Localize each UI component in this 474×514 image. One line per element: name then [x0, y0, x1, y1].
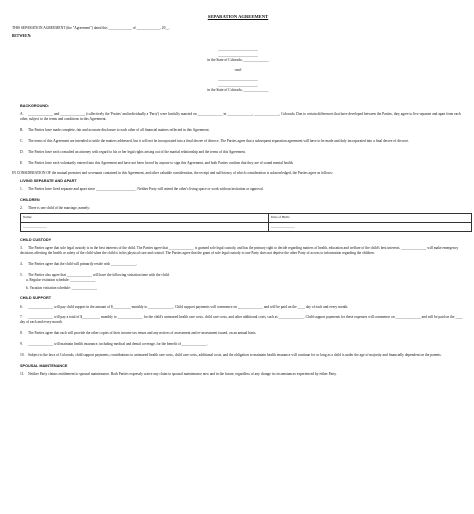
clause-2: 2. There is one child of the marriage, namely:: [20, 206, 91, 211]
party1-state-line: in the State of Colorado, ______________: [207, 58, 269, 63]
name-header: Name:: [21, 214, 269, 223]
dob-header: Date of Birth:: [269, 214, 472, 223]
clause-7: 7. ______________ will pay a total of $__________ monthly to ______________ for the child's uninsured health care costs, child care costs, and other additional costs, such as ______________. Child support payments for these expenses will commence on ______________ and will be paid on the ____ day of each and every month.: [20, 315, 463, 325]
background-heading: BACKGROUND:: [20, 104, 50, 109]
party2-name-line: ______________________: [218, 76, 258, 81]
support-heading: CHILD SUPPORT: [20, 296, 52, 301]
background-item: B. The Parties have made complete, fair and accurate disclosure to each other of all financial matters reflected in this Agreement.: [20, 128, 210, 133]
background-item: E. The Parties have each voluntarily entered into this Agreement and have not been forced by anyone to sign this Agreement, and both Parties confirm that they are of sound mental health.: [20, 160, 294, 165]
clause-5: 5. The Parties also agree that ______________ will have the following visitation time with the child:: [20, 272, 170, 277]
party2-address-line: ______________________: [218, 82, 258, 87]
spousal-heading: SPOUSAL MAINTENANCE: [20, 363, 68, 368]
child-name-cell: ______________: [21, 223, 269, 232]
clause-10: 10. Subject to the laws of Colorado, child support payments, contributions to uninsured health care costs, child care costs, additional costs, and the obligation to maintain health insurance will continue for so long as a child is under the age of majority and financially dependent on the parents.: [20, 352, 442, 357]
children-table: [20, 213, 472, 232]
children-heading: CHILDREN: [20, 198, 40, 203]
clause-1: 1. The Parties have lived separate and apart since ______________________. Neither Party will attend the other's living space or work without invitation or approval.: [20, 187, 264, 192]
clause-6: 6. ______________ will pay child support in the amount of $__________ monthly to ______________. Child support payments will commence on ______________ and will be paid on the ____ day of each and every month.: [20, 304, 349, 309]
child-dob-cell: ______________: [269, 223, 472, 232]
clause-5a: a. Regular visitation schedule: ______________: [26, 277, 96, 282]
clause-11: 11. Neither Party claims entitlement to spousal maintenance. Both Parties expressly waive any claim to spousal maintenance now and in the future, regardless of any change in circumstances experienced by either Party.: [20, 371, 337, 376]
living-heading: LIVING SEPARATE AND APART: [20, 179, 77, 184]
background-item: A. ______________ and ______________ (collectively the 'Parties' and individually a 'Party') were lawfully married on ______________ in ______________, ______________, Colorado. Due to certain differences that have developed between the Parties, they agree to live separate and apart from each other, subject to the terms and conditions in this Agreement.: [20, 112, 461, 122]
custody-heading: CHILD CUSTODY: [20, 238, 52, 243]
background-item: C. The terms of this Agreement are intended to settle the matters addressed, but it will not be incorporated into a final decree of divorce. The Parties agree that a subsequent separation agreement will have to be made and duly incorporated into a final decree of divorce.: [20, 138, 409, 143]
background-item: D. The Parties have each consulted an attorney with regard to his or her legal rights arising out of the marital relationship and the terms of this Agreement.: [20, 149, 246, 154]
between-label: BETWEEN:: [12, 34, 32, 39]
consideration-paragraph: IN CONSIDERATION OF the mutual promises and covenants contained in this Agreement, and other valuable consideration, the receipt and sufficiency of which consideration is acknowledged, the Parties agree as follows:: [12, 171, 333, 176]
party1-address-line: ______________________: [218, 52, 258, 57]
party2-state-line: in the State of Colorado, ______________: [207, 88, 269, 93]
party1-name-line: ______________________: [218, 46, 258, 51]
clause-4: 4. The Parties agree that the child will primarily reside with ______________.: [20, 262, 138, 266]
clause-9: 9. ______________ will maintain health insurance, including medical and dental coverage, for the benefit of ______________.: [20, 341, 208, 346]
clause-5b: b. Vacation visitation schedule: ______________: [26, 285, 97, 290]
page-title: SEPARATION AGREEMENT: [207, 14, 269, 19]
intro-paragraph: THIS SEPARATION AGREEMENT (the "Agreement") dated this _____________ of _____________, 20__.: [12, 26, 170, 31]
and-label: -and-: [234, 68, 242, 73]
clause-3: 3. The Parties agree that sole legal custody is in the best interests of the child. The Parties agree that ______________ is granted sole legal custody, and has the primary right to decide regarding matters of health, education and welfare of the child's best interests. ______________ will make emergency decisions affecting the health or safety of the child when the child is in his physical care and control. The Parties agree that the grant of sole legal custody to one Party does not deprive the other Party of access to information regarding the children.: [20, 246, 459, 256]
party1-block: [12, 47, 464, 64]
party2-block: [12, 77, 464, 94]
clause-8: 8. The Parties agree that each will provide the other copies of their income tax return and any notices of assessment and re-assessment issued, on an annual basis.: [20, 331, 257, 336]
